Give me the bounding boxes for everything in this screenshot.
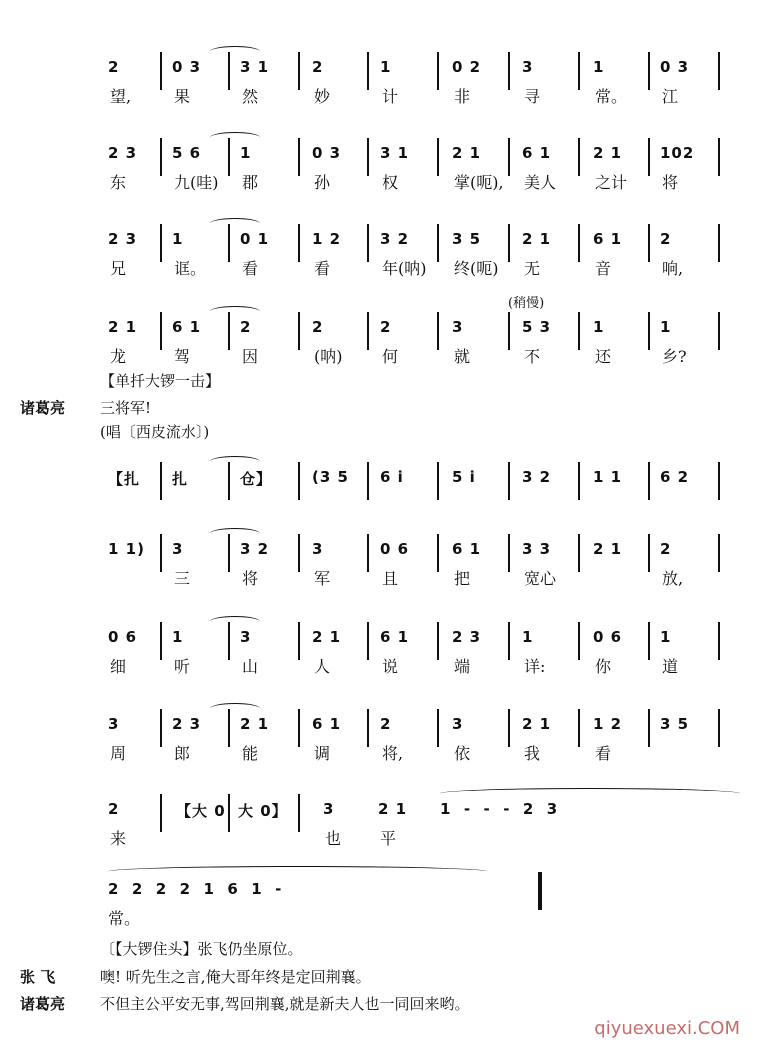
lyric-cell: 平 (380, 829, 397, 848)
note-cell: 2 3 (172, 715, 202, 733)
lyric-cell: 周 (110, 744, 127, 763)
note-cell: 2 1 (593, 540, 623, 558)
note-cell: 1 1 (593, 468, 623, 486)
note-cell: 2 (312, 58, 324, 76)
lyric-cell: 常。 (595, 87, 628, 106)
lyric-cell: 看 (242, 259, 259, 278)
note-cell: 6 i (380, 468, 404, 486)
note-cell: 3 (522, 58, 534, 76)
bar-line (367, 622, 369, 660)
bar-line (160, 224, 162, 262)
note-cell: 3 1 (380, 144, 410, 162)
note-cell: 3 (452, 318, 464, 336)
bar-line (298, 794, 300, 832)
tempo-note: (稍慢) (508, 296, 545, 311)
lyric-cell: 九(哇) (174, 173, 219, 192)
lyric-cell: 看 (595, 744, 612, 763)
lyric-cell: 也 (325, 829, 342, 848)
bar-line (437, 462, 439, 500)
note-cell: 5 3 (522, 318, 552, 336)
note-cell: 3 2 (240, 540, 270, 558)
bar-line (437, 312, 439, 350)
bar-line (160, 794, 162, 832)
slur-mark (210, 132, 260, 143)
note-cell: 1 1) (108, 540, 145, 558)
bar-line (367, 534, 369, 572)
lyric-cell: 详: (524, 657, 546, 676)
bar-line (228, 709, 230, 747)
note-cell: 2 1 (522, 715, 552, 733)
note-cell: 0 3 (172, 58, 202, 76)
note-cell: 5 i (452, 468, 476, 486)
bar-line (437, 52, 439, 90)
note-cell: 2 (312, 318, 324, 336)
lyric-cell: 因 (242, 347, 259, 366)
lyric-cell: 端 (454, 657, 471, 676)
bar-line (437, 224, 439, 262)
bar-line (228, 462, 230, 500)
note-cell: 3 5 (452, 230, 482, 248)
bar-line (508, 622, 510, 660)
note-cell: 2 1 (522, 230, 552, 248)
slur-mark (210, 616, 260, 627)
note-cell: 1 (380, 58, 392, 76)
bar-line (578, 534, 580, 572)
bar-line (578, 709, 580, 747)
lyric-cell: 把 (454, 569, 471, 588)
bar-line (228, 224, 230, 262)
speaker-zhuge-2: 诸葛亮 (20, 995, 66, 1013)
bar-line (367, 462, 369, 500)
bar-line (160, 462, 162, 500)
lyric-cell: 细 (110, 657, 127, 676)
lyric-cell: 郡 (242, 173, 259, 192)
lyric-cell: 望, (110, 87, 132, 106)
lyric-cell: 道 (662, 657, 679, 676)
note-cell: 0 6 (593, 628, 623, 646)
bar-line (160, 52, 162, 90)
note-cell: 2 1 (452, 144, 482, 162)
bar-line (160, 312, 162, 350)
note-cell: 0 2 (452, 58, 482, 76)
slur-mark (440, 788, 740, 799)
note-cell: 大 0】 (238, 802, 288, 820)
lyric-cell: 果 (174, 87, 191, 106)
bar-line (718, 52, 720, 90)
bar-line (298, 709, 300, 747)
lyric-cell: 看 (314, 259, 331, 278)
lyric-cell: 兄 (110, 259, 127, 278)
note-cell: 2 1 (593, 144, 623, 162)
note-cell: 3 (312, 540, 324, 558)
lyric-cell: 诓。 (174, 259, 207, 278)
bar-line (160, 534, 162, 572)
lyric-cell: 能 (242, 744, 259, 763)
note-cell: 1 (593, 58, 605, 76)
lyric-cell: 寻 (524, 87, 541, 106)
note-cell: 0 3 (660, 58, 690, 76)
note-cell: 3 5 (660, 715, 690, 733)
bar-line (718, 224, 720, 262)
note-cell: 6 1 (380, 628, 410, 646)
note-cell: 【大 0 (176, 802, 226, 820)
bar-line (298, 534, 300, 572)
lyric-cell: 终(呃) (454, 259, 499, 278)
bar-line (160, 622, 162, 660)
lyric-cell: 权 (382, 173, 399, 192)
bar-line (648, 312, 650, 350)
note-cell: 3 2 (522, 468, 552, 486)
bar-line (298, 224, 300, 262)
bar-line (648, 224, 650, 262)
note-cell: 3 (323, 800, 335, 818)
bar-line (367, 138, 369, 176)
bar-line (508, 138, 510, 176)
bar-line (508, 462, 510, 500)
lyric-cell: 就 (454, 347, 471, 366)
note-cell: 6 1 (312, 715, 342, 733)
lyric-cell: 军 (314, 569, 331, 588)
lyric-cell: 江 (662, 87, 679, 106)
bar-line (228, 312, 230, 350)
stage-direction-gong: 【单扦大锣一击】 (100, 372, 221, 390)
note-cell: 1 2 (312, 230, 342, 248)
bar-line (508, 312, 510, 350)
bar-line (648, 622, 650, 660)
bar-line (228, 622, 230, 660)
bar-line (648, 138, 650, 176)
bar-line (298, 52, 300, 90)
note-cell: 6 1 (593, 230, 623, 248)
note-cell: 2 (108, 800, 120, 818)
lyric-cell: 你 (595, 657, 612, 676)
lyric-cell: 孙 (314, 173, 331, 192)
lyric-cell: 东 (110, 173, 127, 192)
note-cell: 0 6 (108, 628, 138, 646)
slur-mark (210, 456, 260, 467)
speaker-zhuge: 诸葛亮 (20, 399, 66, 417)
slur-mark (210, 218, 260, 229)
bar-line (648, 534, 650, 572)
lyric-cell: 还 (595, 347, 612, 366)
note-cell: 0 6 (380, 540, 410, 558)
sing-direction: (唱〔西皮流水〕) (100, 423, 210, 441)
lyric-cell: 然 (242, 87, 259, 106)
note-cell: 3 2 (380, 230, 410, 248)
note-cell: 仓】 (240, 470, 273, 488)
note-cell: 【扎 (108, 470, 141, 488)
note-cell: 0 1 (240, 230, 270, 248)
note-cell: 2 (380, 318, 392, 336)
lyric-cell: 将 (242, 569, 259, 588)
bar-line (508, 224, 510, 262)
bar-line (578, 52, 580, 90)
lyric-cell: 非 (454, 87, 471, 106)
lyric-cell: 乡? (662, 347, 687, 366)
bar-line (367, 52, 369, 90)
note-cell: 扎 (172, 470, 189, 488)
bar-line (160, 709, 162, 747)
note-cell: 3 (108, 715, 120, 733)
note-cell: 2 1 (312, 628, 342, 646)
slur-mark (210, 703, 260, 714)
lyric-cell: 将, (382, 744, 404, 763)
bar-line (508, 52, 510, 90)
bar-line (508, 709, 510, 747)
note-cell: 1 (172, 230, 184, 248)
note-cell: 2 1 (240, 715, 270, 733)
note-cell: 2 (660, 230, 672, 248)
lyric-cell: 响, (662, 259, 684, 278)
end-bar (538, 872, 542, 910)
bar-line (437, 622, 439, 660)
stage-direction-footer: 〔【大锣住头】张飞仍坐原位。 (100, 940, 303, 958)
note-cell: 3 (240, 628, 252, 646)
bar-line (718, 462, 720, 500)
note-cell: 2 (380, 715, 392, 733)
lyric-cell: 郎 (174, 744, 191, 763)
note-cell: 2 1 (378, 800, 408, 818)
note-cell: 6 2 (660, 468, 690, 486)
bar-line (228, 138, 230, 176)
note-cell: 2 (108, 58, 120, 76)
spoken-line: 三将军! (100, 399, 152, 417)
bar-line (367, 709, 369, 747)
note-cell: 6 1 (172, 318, 202, 336)
slur-mark (108, 866, 488, 877)
bar-line (228, 52, 230, 90)
note-cell: 1 (660, 318, 672, 336)
lyric-cell: 调 (314, 744, 331, 763)
note-cell: 1 - - - 2 3 (440, 800, 559, 818)
note-cell: 1 (660, 628, 672, 646)
note-cell: 6 1 (522, 144, 552, 162)
bar-line (437, 709, 439, 747)
bar-line (160, 138, 162, 176)
note-cell: 6 1 (452, 540, 482, 558)
lyric-cell: 何 (382, 347, 399, 366)
lyric-cell: 三 (174, 569, 191, 588)
lyric-cell: 驾 (174, 347, 191, 366)
lyric-cell: 年(呐) (382, 259, 427, 278)
final-notes: 2 2 2 2 1 6 1 - (108, 880, 283, 898)
note-cell: 2 3 (452, 628, 482, 646)
bar-line (298, 312, 300, 350)
note-cell: 2 (240, 318, 252, 336)
note-cell: (3 5 (312, 468, 349, 486)
lyric-cell: 音 (595, 259, 612, 278)
bar-line (578, 312, 580, 350)
lyric-cell: 人 (314, 657, 331, 676)
bar-line (228, 794, 230, 832)
lyric-cell: 我 (524, 744, 541, 763)
bar-line (508, 534, 510, 572)
zhuge-line-2: 不但主公平安无事,驾回荆襄,就是新夫人也一同回来哟。 (100, 995, 470, 1013)
lyric-cell: 计 (382, 87, 399, 106)
lyric-cell: 宽心 (524, 569, 557, 588)
note-cell: 1 2 (593, 715, 623, 733)
bar-line (648, 462, 650, 500)
final-lyric: 常。 (108, 909, 141, 928)
zhangfei-line: 噢! 听先生之言,俺大哥年终是定回荆襄。 (100, 968, 371, 986)
note-cell: 2 3 (108, 230, 138, 248)
note-cell: 1 (172, 628, 184, 646)
note-cell: 3 (452, 715, 464, 733)
bar-line (298, 138, 300, 176)
bar-line (718, 138, 720, 176)
lyric-cell: 依 (454, 744, 471, 763)
lyric-cell: 美人 (524, 173, 557, 192)
note-cell: 3 3 (522, 540, 552, 558)
bar-line (228, 534, 230, 572)
bar-line (437, 138, 439, 176)
lyric-cell: 妙 (314, 87, 331, 106)
note-cell: 1 (593, 318, 605, 336)
note-cell: 3 1 (240, 58, 270, 76)
note-cell: 102 (660, 144, 695, 162)
bar-line (578, 224, 580, 262)
lyric-cell: 说 (382, 657, 399, 676)
lyric-cell: 龙 (110, 347, 127, 366)
bar-line (718, 622, 720, 660)
bar-line (367, 312, 369, 350)
lyric-cell: (呐) (314, 347, 343, 366)
lyric-cell: 不 (524, 347, 541, 366)
bar-line (367, 224, 369, 262)
slur-mark (210, 306, 260, 317)
slur-mark (210, 46, 260, 57)
lyric-cell: 听 (174, 657, 191, 676)
lyric-cell: 掌(呃), (454, 173, 504, 192)
bar-line (648, 52, 650, 90)
note-cell: 0 3 (312, 144, 342, 162)
note-cell: 2 (660, 540, 672, 558)
lyric-cell: 且 (382, 569, 399, 588)
note-cell: 2 1 (108, 318, 138, 336)
note-cell: 1 (522, 628, 534, 646)
bar-line (648, 709, 650, 747)
bar-line (578, 622, 580, 660)
lyric-cell: 无 (524, 259, 541, 278)
speaker-zhangfei: 张 飞 (20, 968, 56, 986)
bar-line (298, 622, 300, 660)
lyric-cell: 来 (110, 829, 127, 848)
lyric-cell: 将 (662, 173, 679, 192)
bar-line (718, 312, 720, 350)
bar-line (298, 462, 300, 500)
bar-line (718, 709, 720, 747)
bar-line (578, 138, 580, 176)
bar-line (578, 462, 580, 500)
lyric-cell: 放, (662, 569, 684, 588)
lyric-cell: 山 (242, 657, 259, 676)
watermark: qiyuexuexi.COM (594, 1018, 740, 1039)
bar-line (437, 534, 439, 572)
slur-mark (210, 528, 260, 539)
note-cell: 5 6 (172, 144, 202, 162)
bar-line (718, 534, 720, 572)
note-cell: 2 3 (108, 144, 138, 162)
lyric-cell: 之计 (595, 173, 628, 192)
note-cell: 3 (172, 540, 184, 558)
note-cell: 1 (240, 144, 252, 162)
